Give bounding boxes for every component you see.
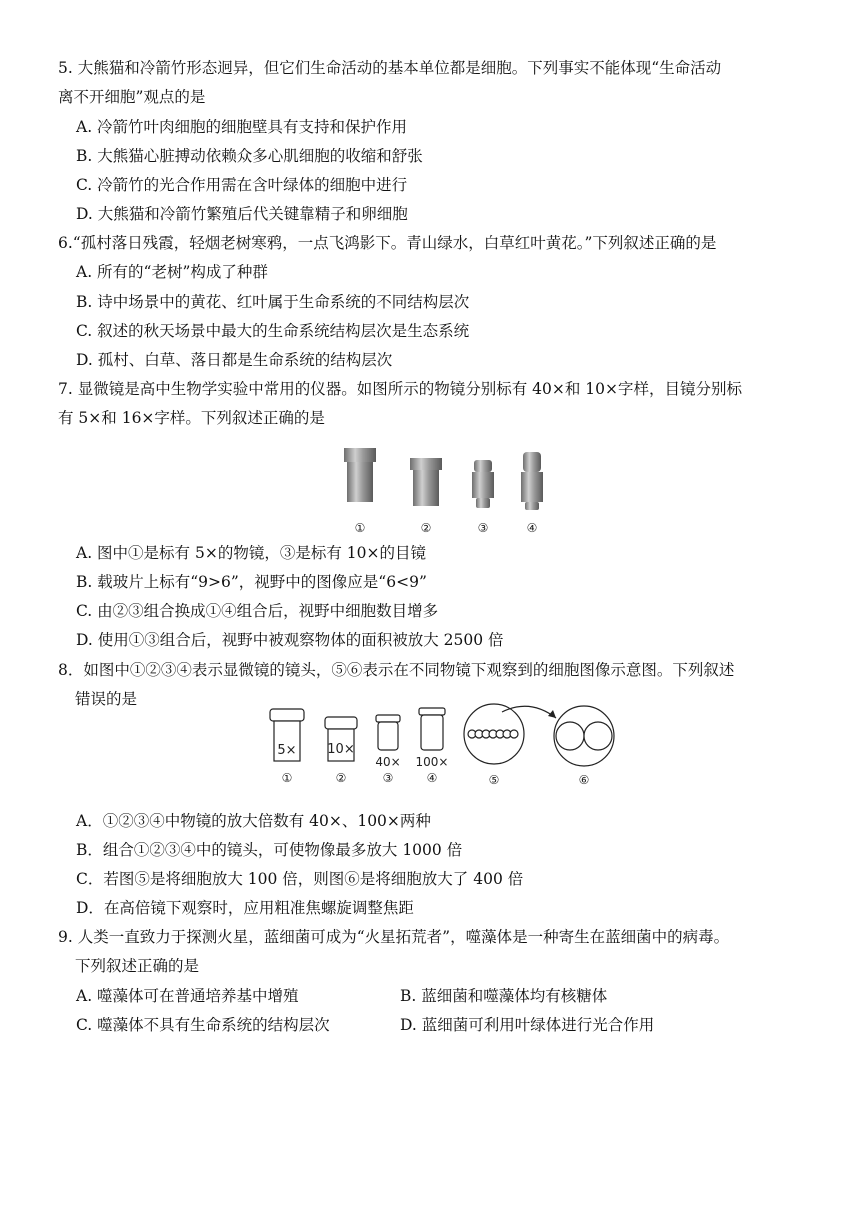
- lens-text-5x: 5×: [277, 743, 297, 758]
- q8-stem-line2: 错误的是: [75, 690, 138, 708]
- q7-option-a: A. 图中①是标有 5×的物镜，③是标有 10×的目镜: [76, 544, 426, 562]
- q8-label-4: ④: [426, 771, 438, 785]
- q9-option-b: B. 蓝细菌和噬藻体均有核糖体: [400, 987, 608, 1005]
- q7-lens-photo-figure: [335, 440, 565, 540]
- q7-label-4: ④: [526, 521, 538, 535]
- q7-stem-line2: 有 5×和 16×字样。下列叙述正确的是: [58, 409, 325, 427]
- objective-4-icon: [521, 452, 543, 510]
- q9-option-c: C. 噬藻体不具有生命系统的结构层次: [76, 1016, 330, 1034]
- q8-label-3: ③: [382, 771, 394, 785]
- q6-option-a: A. 所有的“老树”构成了种群: [76, 263, 268, 281]
- q8-lens-diagram: [262, 700, 622, 795]
- q7-option-c: C. 由②③组合换成①④组合后，视野中细胞数目增多: [76, 602, 439, 620]
- q5-option-d: D. 大熊猫和冷箭竹繁殖后代关键靠精子和卵细胞: [76, 205, 408, 223]
- q7-label-1: ①: [354, 521, 366, 535]
- objective-40x-icon: [376, 715, 400, 750]
- q6-option-d: D. 孤村、白草、落日都是生命系统的结构层次: [76, 351, 393, 369]
- q5-option-b: B. 大熊猫心脏搏动依赖众多心肌细胞的收缩和舒张: [76, 147, 423, 165]
- field-view-5-icon: [464, 704, 524, 764]
- q8-label-2: ②: [335, 771, 347, 785]
- lens-text-10x: 10×: [327, 742, 355, 757]
- q7-stem-line1: 7. 显微镜是高中生物学实验中常用的仪器。如图所示的物镜分别标有 40×和 10×字样，目镜分别标: [58, 380, 742, 398]
- q5-option-c: C. 冷箭竹的光合作用需在含叶绿体的细胞中进行: [76, 176, 408, 194]
- q9-option-a: A. 噬藻体可在普通培养基中增殖: [76, 987, 299, 1005]
- q7-label-2: ②: [420, 521, 432, 535]
- eyepiece-1-icon: [344, 448, 376, 502]
- objective-3-icon: [472, 460, 494, 508]
- field-view-6-icon: [554, 706, 614, 766]
- q9-option-d: D. 蓝细菌可利用叶绿体进行光合作用: [400, 1016, 655, 1034]
- q8-option-a: A．①②③④中物镜的放大倍数有 40×、100×两种: [76, 812, 431, 830]
- q8-option-d: D．在高倍镜下观察时，应用粗准焦螺旋调整焦距: [76, 899, 414, 917]
- q8-stem-line1: 8．如图中①②③④表示显微镜的镜头，⑤⑥表示在不同物镜下观察到的细胞图像示意图。下列叙述: [58, 661, 735, 679]
- q9-stem-line1: 9. 人类一直致力于探测火星，蓝细菌可成为“火星拓荒者”，噬藻体是一种寄生在蓝细菌中的病毒。: [58, 928, 730, 946]
- q6-stem: 6.“孤村落日残霞，轻烟老树寒鸦，一点飞鸿影下。青山绿水，白草红叶黄花。”下列叙述正确的是: [58, 234, 717, 252]
- q8-label-5: ⑤: [488, 773, 500, 787]
- q5-stem-line1: 5. 大熊猫和冷箭竹形态迥异，但它们生命活动的基本单位都是细胞。下列事实不能体现“生命活动: [58, 59, 722, 77]
- q9-stem-line2: 下列叙述正确的是: [75, 957, 200, 975]
- q5-option-a: A. 冷箭竹叶肉细胞的细胞壁具有支持和保护作用: [76, 118, 408, 136]
- q5-stem-line2: 离不开细胞”观点的是: [58, 88, 206, 106]
- q6-option-c: C. 叙述的秋天场景中最大的生命系统结构层次是生态系统: [76, 322, 470, 340]
- q8-option-b: B．组合①②③④中的镜头，可使物像最多放大 1000 倍: [76, 841, 463, 859]
- objective-100x-icon: [419, 708, 445, 750]
- q8-option-c: C．若图⑤是将细胞放大 100 倍，则图⑥是将细胞放大了 400 倍: [76, 870, 524, 888]
- q7-option-d: D. 使用①③组合后，视野中被观察物体的面积被放大 2500 倍: [76, 631, 504, 649]
- lens-text-100x: 100×: [415, 755, 449, 769]
- q8-label-1: ①: [281, 771, 293, 785]
- q7-option-b: B. 载玻片上标有“9>6”，视野中的图像应是“6<9”: [76, 573, 427, 591]
- q6-option-b: B. 诗中场景中的黄花、红叶属于生命系统的不同结构层次: [76, 293, 470, 311]
- q7-label-3: ③: [477, 521, 489, 535]
- eyepiece-2-icon: [410, 458, 442, 506]
- lens-text-40x: 40×: [375, 755, 401, 769]
- q8-label-6: ⑥: [578, 773, 590, 787]
